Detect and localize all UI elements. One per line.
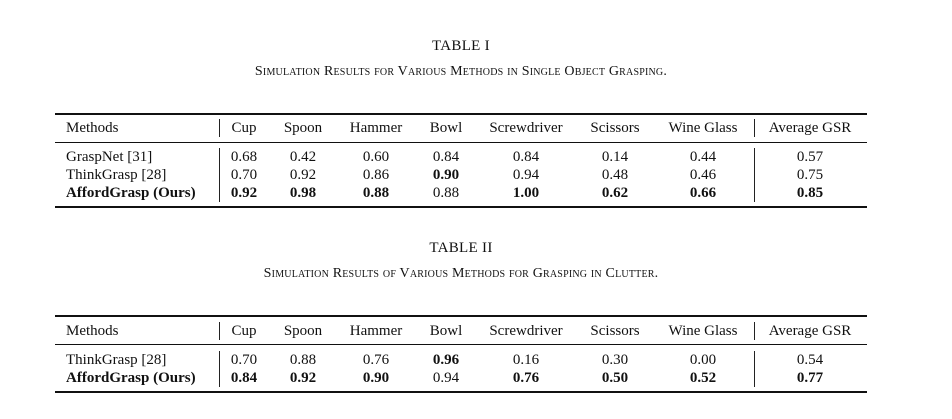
table2-header-rule: [55, 344, 867, 345]
table2-header-separator-left: [219, 322, 220, 340]
table1-number: TABLE I: [432, 38, 490, 54]
table2-bottom-rule: [55, 391, 867, 393]
table1-row3-method: AffordGrasp (Ours): [66, 185, 196, 201]
table1-row3-hammer: 0.88: [362, 185, 390, 201]
table1-row3-bowl: 0.88: [432, 185, 460, 201]
table1-row1-wine-glass: 0.44: [689, 149, 717, 165]
table1-header-average-gsr: Average GSR: [768, 120, 852, 136]
table1-header-separator-right: [754, 119, 755, 137]
table1-body-separator-right: [754, 148, 755, 202]
table1-row2-bowl: 0.90: [432, 167, 460, 183]
table1-row2-spoon: 0.92: [289, 167, 317, 183]
table2-top-rule: [55, 315, 867, 317]
table2-header-separator-right: [754, 322, 755, 340]
table1-header-wine-glass: Wine Glass: [668, 120, 738, 136]
table2-row2-wine-glass: 0.52: [689, 370, 717, 386]
table2-row2-average: 0.77: [796, 370, 824, 386]
table2-header-cup: Cup: [231, 323, 257, 339]
table1-header-methods: Methods: [66, 120, 119, 136]
table1-header-separator-left: [219, 119, 220, 137]
table1-row3-screwdriver: 1.00: [512, 185, 540, 201]
table1-header-hammer: Hammer: [349, 120, 403, 136]
table1-row1-method: GraspNet [31]: [66, 149, 153, 165]
table2-row1-average: 0.54: [796, 352, 824, 368]
table1-header-spoon: Spoon: [283, 120, 323, 136]
table1-bottom-rule: [55, 206, 867, 208]
table1-row3-average: 0.85: [796, 185, 824, 201]
table2-row1-hammer: 0.76: [362, 352, 390, 368]
table2-row2-cup: 0.84: [230, 370, 258, 386]
table1-row2-wine-glass: 0.46: [689, 167, 717, 183]
table2-row2-bowl: 0.94: [432, 370, 460, 386]
table2-body-separator-right: [754, 351, 755, 387]
table1-row2-average: 0.75: [796, 167, 824, 183]
table1-top-rule: [55, 113, 867, 115]
table1-row1-hammer: 0.60: [362, 149, 390, 165]
table2-row1-screwdriver: 0.16: [512, 352, 540, 368]
table1-row3-cup: 0.92: [230, 185, 258, 201]
table2-row1-cup: 0.70: [230, 352, 258, 368]
table2-number: TABLE II: [429, 240, 493, 256]
table2-header-hammer: Hammer: [349, 323, 403, 339]
table2-header-wine-glass: Wine Glass: [668, 323, 738, 339]
table1-row2-cup: 0.70: [230, 167, 258, 183]
table2-row2-screwdriver: 0.76: [512, 370, 540, 386]
table1-row1-bowl: 0.84: [432, 149, 460, 165]
table1-row2-scissors: 0.48: [601, 167, 629, 183]
table1-row2-hammer: 0.86: [362, 167, 390, 183]
table1-header-screwdriver: Screwdriver: [489, 120, 563, 136]
table1-header-cup: Cup: [231, 120, 257, 136]
table2-body-separator-left: [219, 351, 220, 387]
table2-row1-method: ThinkGrasp [28]: [66, 352, 167, 368]
table1-row1-average: 0.57: [796, 149, 824, 165]
table2-row2-hammer: 0.90: [362, 370, 390, 386]
table2-row1-wine-glass: 0.00: [689, 352, 717, 368]
table2-title: Simulation Results of Various Methods for Grasping in Clutter.: [263, 266, 659, 281]
table2-row2-method: AffordGrasp (Ours): [66, 370, 196, 386]
table1-row2-screwdriver: 0.94: [512, 167, 540, 183]
table2-header-scissors: Scissors: [590, 323, 640, 339]
table2-header-screwdriver: Screwdriver: [489, 323, 563, 339]
table1-row3-scissors: 0.62: [601, 185, 629, 201]
table1-row1-cup: 0.68: [230, 149, 258, 165]
table1-row2-method: ThinkGrasp [28]: [66, 167, 167, 183]
table1-header-bowl: Bowl: [429, 120, 463, 136]
table2-row1-spoon: 0.88: [289, 352, 317, 368]
table1-row1-scissors: 0.14: [601, 149, 629, 165]
table2-header-spoon: Spoon: [283, 323, 323, 339]
table2-header-bowl: Bowl: [429, 323, 463, 339]
table1-title: Simulation Results for Various Methods in Single Object Grasping.: [254, 64, 668, 79]
table1-body-separator-left: [219, 148, 220, 202]
table1-row3-spoon: 0.98: [289, 185, 317, 201]
table1-row1-screwdriver: 0.84: [512, 149, 540, 165]
table2-header-methods: Methods: [66, 323, 119, 339]
table2-header-average-gsr: Average GSR: [768, 323, 852, 339]
table2-row2-scissors: 0.50: [601, 370, 629, 386]
table2-row1-bowl: 0.96: [432, 352, 460, 368]
table1-row3-wine-glass: 0.66: [689, 185, 717, 201]
table2-row1-scissors: 0.30: [601, 352, 629, 368]
table2-row2-spoon: 0.92: [289, 370, 317, 386]
table1-header-rule: [55, 142, 867, 143]
table1-row1-spoon: 0.42: [289, 149, 317, 165]
table1-header-scissors: Scissors: [590, 120, 640, 136]
